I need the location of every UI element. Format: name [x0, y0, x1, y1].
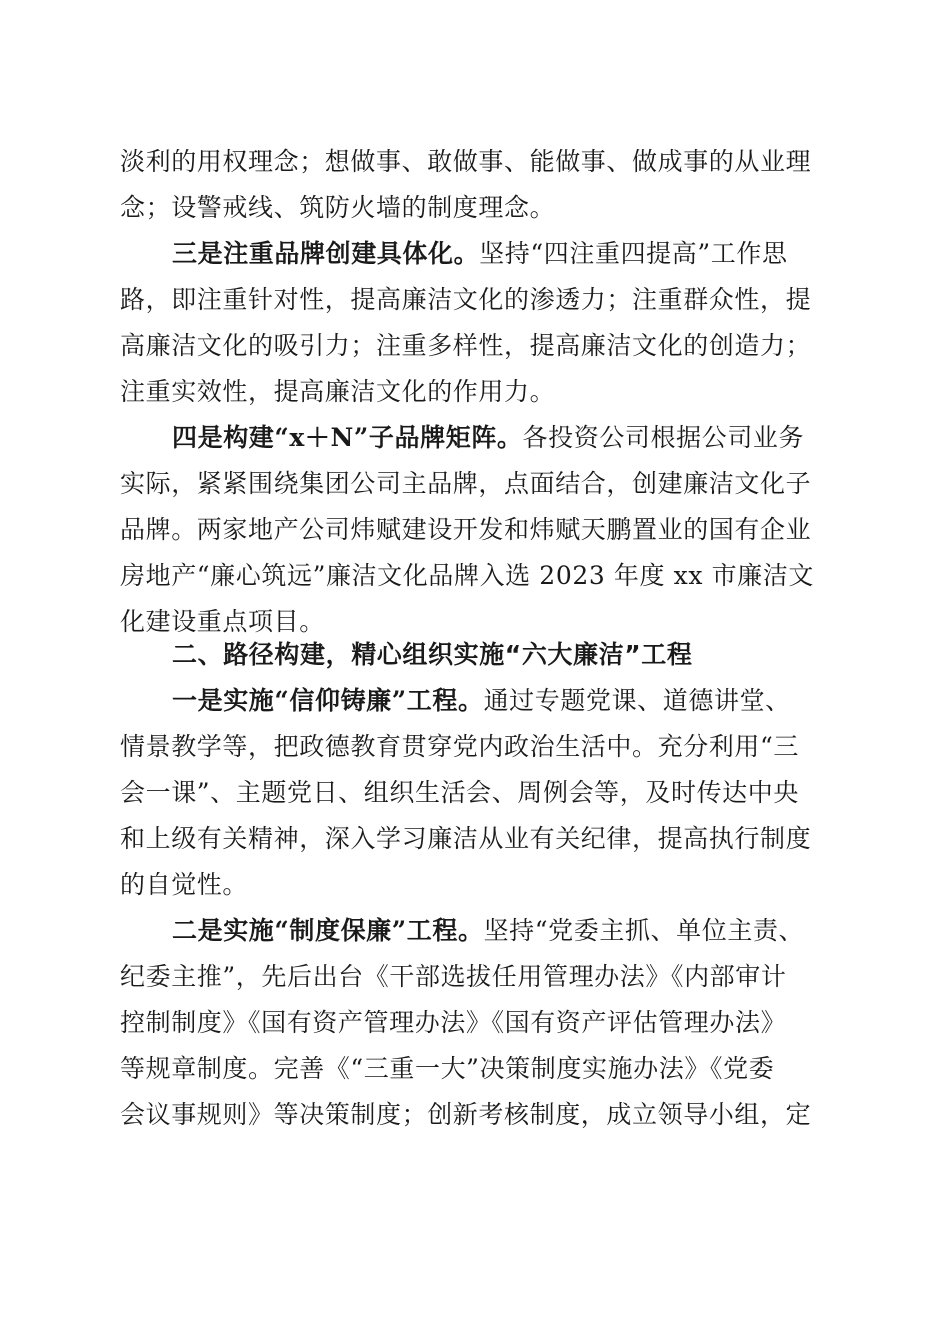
line-text: 通过专题党课、道德讲堂、: [483, 686, 791, 715]
paragraph-lead: 二是实施“制度保廉”工程。: [172, 916, 484, 945]
paragraph-start-line: [172, 678, 791, 724]
line-text: 各投资公司根据公司业务: [522, 423, 805, 452]
line-text: 高廉洁文化的吸引力；注重多样性，提高廉洁文化的创造力；: [120, 331, 812, 360]
paragraph-lead: 一是实施“信仰铸廉”工程。: [172, 686, 484, 715]
heading-text: 二、路径构建，精心组织实施“六大廉洁”工程: [172, 640, 693, 669]
paragraph-lead: 三是注重品牌创建具体化。: [172, 239, 480, 268]
body-text-line: [120, 862, 248, 908]
line-text: 品牌。两家地产公司炜赋建设开发和炜赋天鹏置业的国有企业: [120, 515, 812, 544]
body-text-line: [120, 461, 811, 507]
body-text-line: [120, 724, 799, 770]
line-text: 等规章制度。完善《“三重一大”决策制度实施办法》《党委: [120, 1054, 775, 1083]
line-text: 淡利的用权理念；想做事、敢做事、能做事、做成事的从业理: [120, 147, 812, 176]
line-text: 路，即注重针对性，提高廉洁文化的渗透力；注重群众性，提: [120, 285, 812, 314]
paragraph-lead: 四是构建“x＋N”子品牌矩阵。: [172, 423, 523, 452]
body-text-line: [120, 1000, 786, 1046]
line-text: 房地产“廉心筑远”廉洁文化品牌入选 2023 年度 xx 市廉洁文: [120, 561, 814, 590]
section-heading: [172, 632, 692, 678]
line-text: 坚持“党委主抓、单位主责、: [483, 916, 805, 945]
line-text: 控制制度》《国有资产管理办法》《国有资产评估管理办法》: [120, 1008, 787, 1037]
line-text: 化建设重点项目。: [120, 607, 325, 636]
body-text-line: [120, 277, 811, 323]
line-text: 和上级有关精神，深入学习廉洁从业有关纪律，提高执行制度: [120, 824, 812, 853]
body-text-line: [120, 1046, 774, 1092]
paragraph-start-line: [172, 908, 804, 954]
body-text-line: [120, 185, 555, 231]
line-text: 会一课”、主题党日、组织生活会、周例会等，及时传达中央: [120, 778, 799, 807]
line-text: 情景教学等，把政德教育贯穿党内政治生活中。充分利用“三: [120, 732, 799, 761]
line-text: 会议事规则》等决策制度；创新考核制度，成立领导小组，定: [120, 1100, 812, 1129]
line-text: 纪委主推”，先后出台《干部选拔任用管理办法》《内部审计: [120, 962, 787, 991]
paragraph-start-line: [172, 415, 804, 461]
line-text: 注重实效性，提高廉洁文化的作用力。: [120, 377, 556, 406]
body-text-line: [120, 139, 811, 185]
paragraph-start-line: [172, 231, 788, 277]
body-text-line: [120, 369, 555, 415]
body-text-line: [120, 553, 814, 599]
line-text: 实际，紧紧围绕集团公司主品牌，点面结合，创建廉洁文化子: [120, 469, 812, 498]
line-text: 的自觉性。: [120, 870, 249, 899]
line-text: 念；设警戒线、筑防火墙的制度理念。: [120, 193, 556, 222]
body-text-line: [120, 507, 811, 553]
body-text-line: [120, 323, 811, 369]
line-text: 坚持“四注重四提高”工作思: [479, 239, 788, 268]
body-text-line: [120, 954, 786, 1000]
body-text-line: [120, 816, 811, 862]
body-text-line: [120, 1092, 811, 1138]
body-text-line: [120, 770, 799, 816]
